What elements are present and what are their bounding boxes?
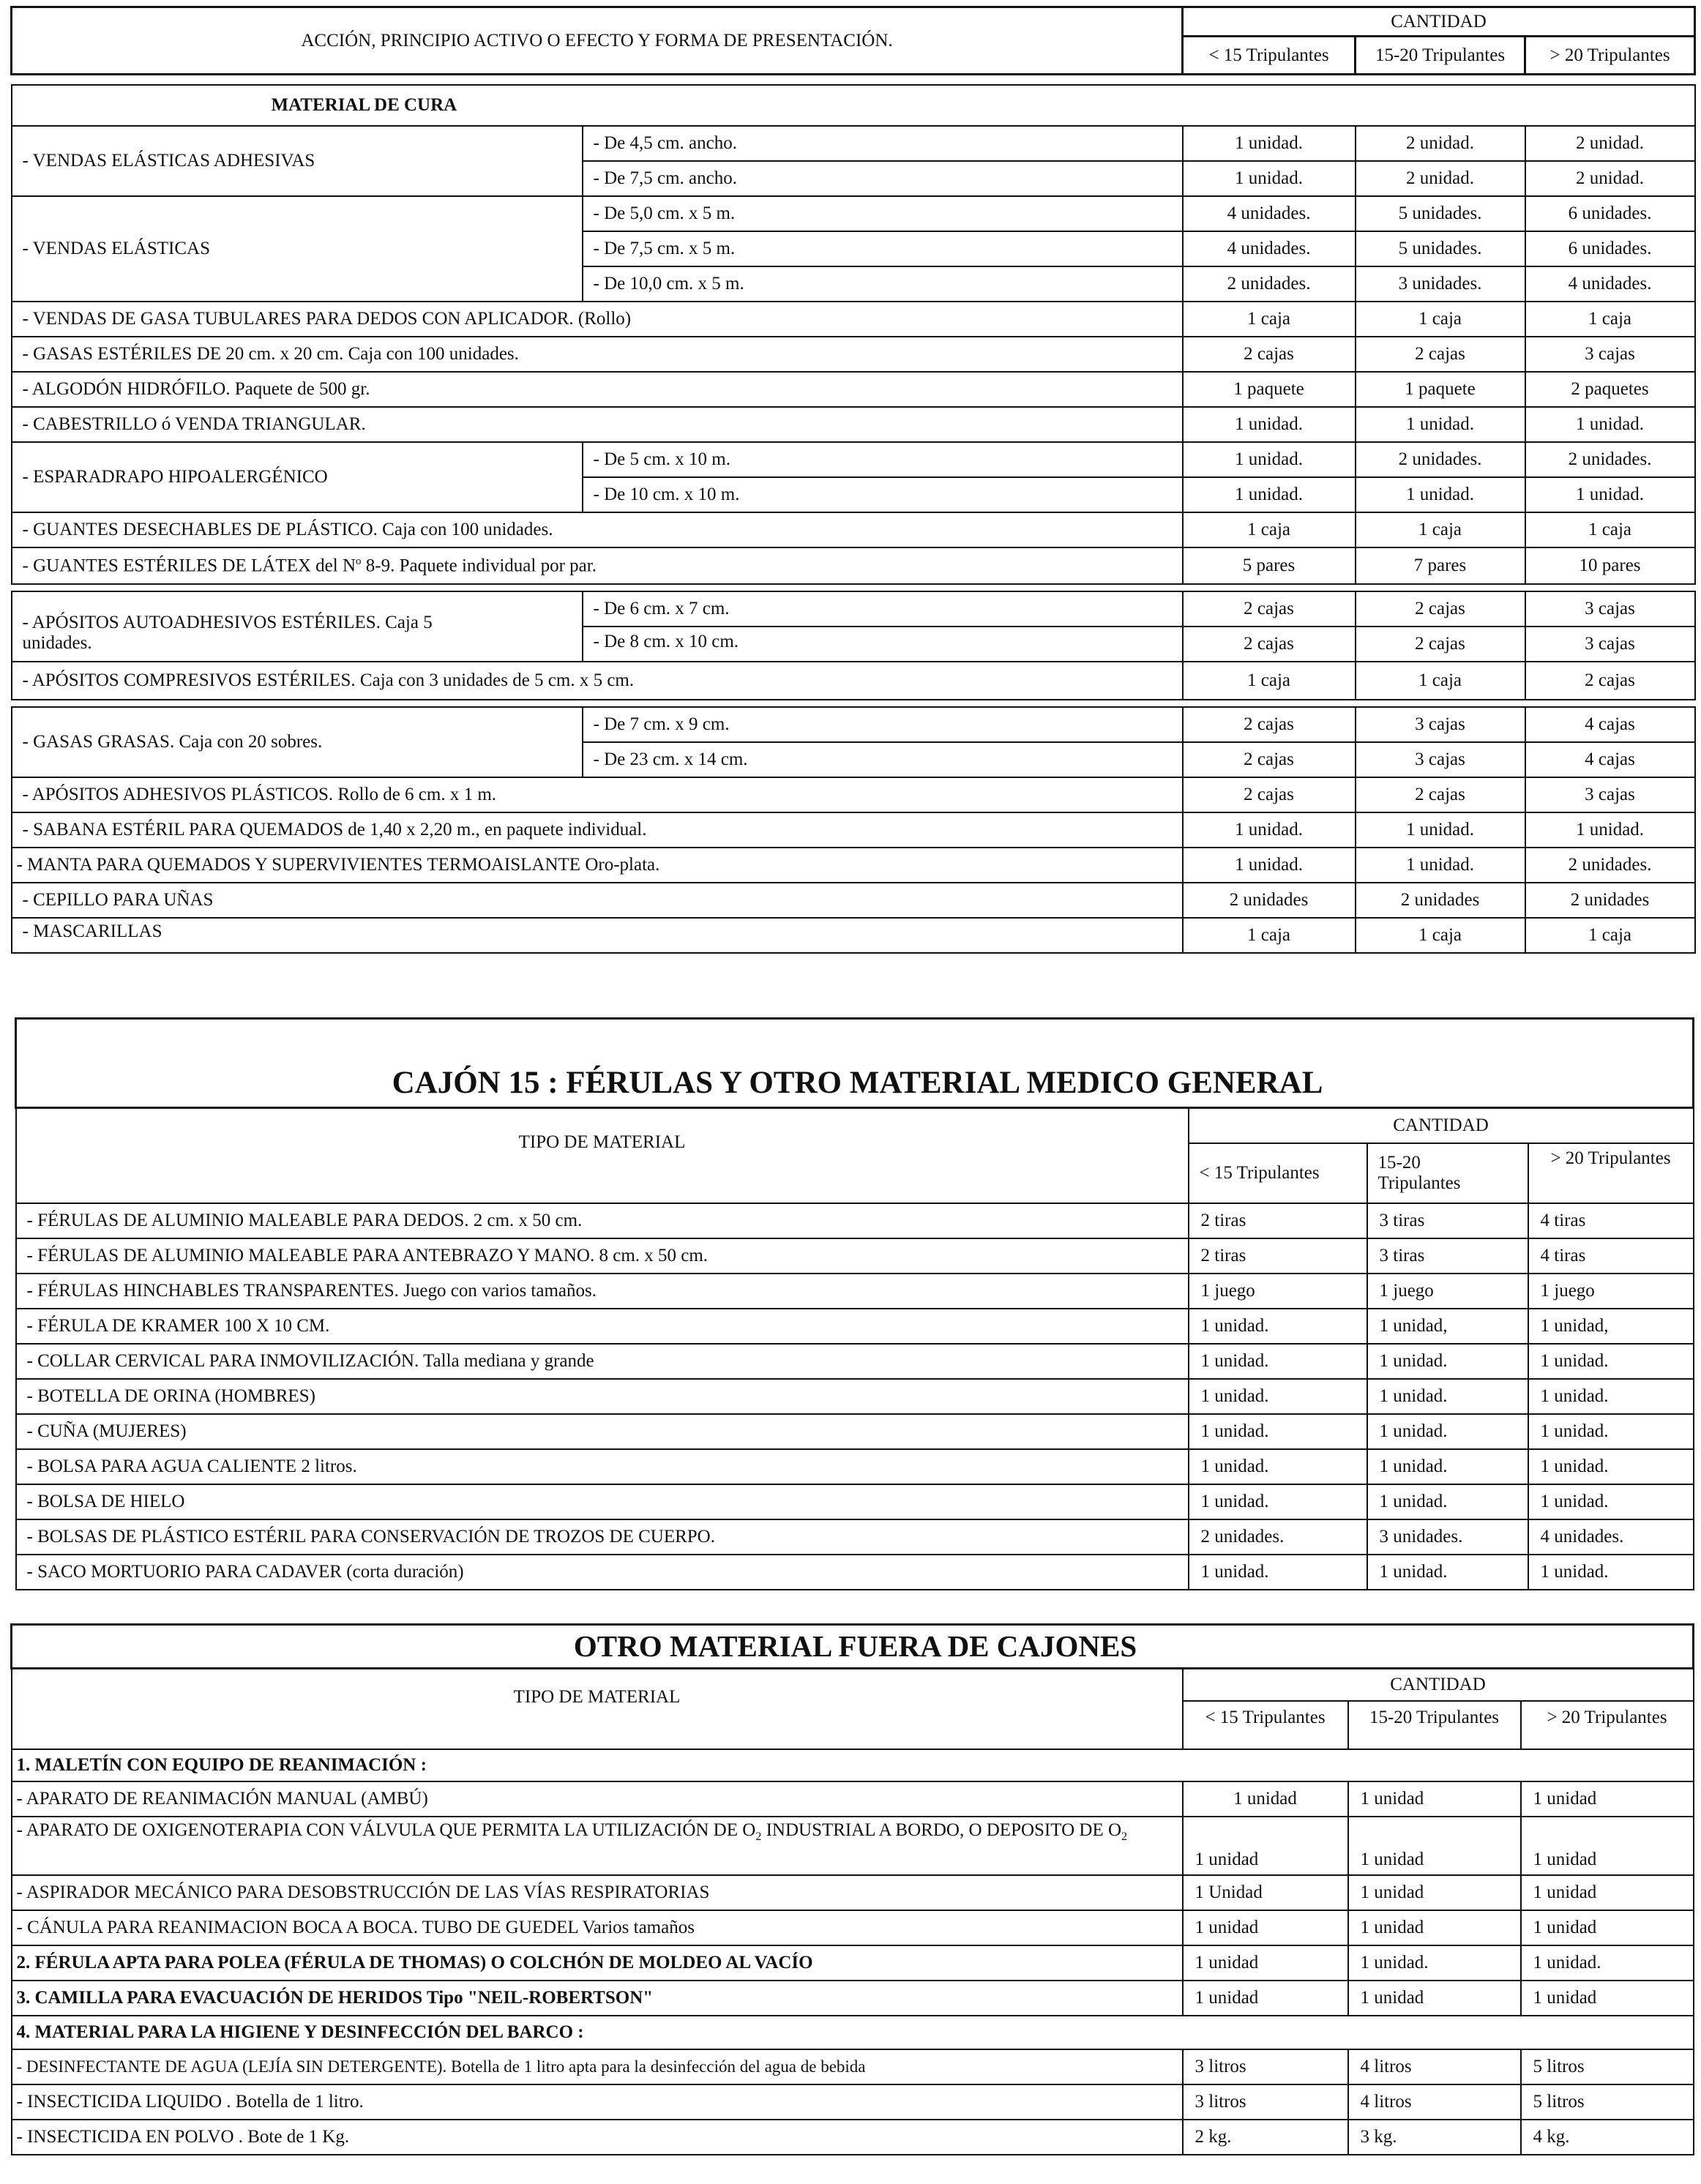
- sub-label: - De 8 cm. x 10 cm.: [583, 627, 1183, 662]
- qty-cell: 1 juego: [1528, 1274, 1694, 1309]
- row-label: - GASAS GRASAS. Caja con 20 sobres.: [12, 707, 583, 777]
- qty-cell: 1 caja: [1183, 512, 1356, 547]
- qty-cell: 1 unidad.: [1189, 1449, 1367, 1484]
- qty-cell: 5 pares: [1183, 547, 1356, 584]
- row-label: - SACO MORTUORIO PARA CADAVER (corta duración): [16, 1555, 1189, 1590]
- row-label: 3. CAMILLA PARA EVACUACIÓN DE HERIDOS Tipo "NEIL-ROBERTSON": [12, 1981, 1183, 2016]
- table-row: [12, 302, 1695, 337]
- table-row: [16, 1555, 1694, 1590]
- sub-label: - De 5,0 cm. x 5 m.: [583, 196, 1183, 231]
- cantidad-header: CANTIDAD: [1183, 1669, 1694, 1701]
- qty-cell: 1 caja: [1183, 302, 1356, 337]
- header-title: ACCIÓN, PRINCIPIO ACTIVO O EFECTO Y FORMA DE PRESENTACIÓN.: [12, 7, 1183, 75]
- qty-cell: 1 unidad.: [1189, 1344, 1367, 1379]
- table-row: [16, 1309, 1694, 1344]
- qty-cell: 2 unidades.: [1189, 1519, 1367, 1555]
- qty-cell: 1 unidad: [1183, 1981, 1348, 2016]
- qty-cell: 1 unidad.: [1525, 477, 1695, 512]
- subscript: 2: [755, 1830, 762, 1843]
- section-material-de-cura: [12, 85, 1695, 126]
- qty-cell: 1 unidad.: [1356, 477, 1525, 512]
- label-part: INDUSTRIAL A BORDO, O DEPOSITO DE O: [761, 1820, 1122, 1840]
- tipo-header: TIPO DE MATERIAL: [12, 1669, 1183, 1749]
- qty-cell: 1 unidad: [1348, 1910, 1521, 1945]
- title-text: OTRO MATERIAL FUERA DE CAJONES: [573, 1628, 1137, 1663]
- title-text: CAJÓN 15 : FÉRULAS Y OTRO MATERIAL MEDICO GENERAL: [392, 1065, 1323, 1100]
- row-label: - CÁNULA PARA REANIMACION BOCA A BOCA. TUBO DE GUEDEL Varios tamaños: [12, 1910, 1183, 1945]
- qty-cell: 2 unidades.: [1525, 848, 1695, 883]
- qty-cell: 1 unidad.: [1356, 848, 1525, 883]
- table-row: [12, 442, 1695, 477]
- qty-cell: 1 caja: [1183, 918, 1356, 953]
- qty-cell: 2 cajas: [1183, 777, 1356, 812]
- qty-cell: 2 cajas: [1183, 627, 1356, 662]
- qty-cell: 2 unidades: [1183, 883, 1356, 918]
- cajon-15-title: [16, 1019, 1694, 1108]
- qty-cell: 1 unidad.: [1183, 126, 1356, 161]
- row-label: - FÉRULAS DE ALUMINIO MALEABLE PARA DEDOS. 2 cm. x 50 cm.: [16, 1203, 1189, 1238]
- row-label: - MASCARILLAS: [12, 918, 1183, 953]
- row-label: - INSECTICIDA LIQUIDO . Botella de 1 litro.: [12, 2084, 1183, 2120]
- label-part: 8-9. Paquete individual por par.: [361, 556, 597, 576]
- table-row: [12, 1781, 1694, 1817]
- sub-label: - De 7 cm. x 9 cm.: [583, 707, 1183, 742]
- table-row: [12, 1875, 1694, 1910]
- table-row: [12, 883, 1695, 918]
- col-over-20: > 20 Tripulantes: [1521, 1701, 1694, 1749]
- qty-cell: 1 unidad.: [1356, 407, 1525, 442]
- qty-cell: 1 unidad: [1521, 1910, 1694, 1945]
- table-row: [16, 1203, 1694, 1238]
- qty-cell: 2 cajas: [1356, 777, 1525, 812]
- row-label: - DESINFECTANTE DE AGUA (LEJÍA SIN DETERGENTE). Botella de 1 litro apta para la desinfección del agua de bebida: [12, 2049, 1183, 2084]
- qty-cell: 1 unidad: [1183, 1910, 1348, 1945]
- cantidad-header: CANTIDAD: [1189, 1108, 1694, 1143]
- qty-cell: 3 cajas: [1356, 742, 1525, 777]
- table-row: [16, 1484, 1694, 1519]
- qty-cell: 1 unidad: [1521, 1817, 1694, 1875]
- sub-label: - De 4,5 cm. ancho.: [583, 126, 1183, 161]
- qty-cell: 7 pares: [1356, 547, 1525, 584]
- qty-cell: 2 unidad.: [1356, 126, 1525, 161]
- row-label: [12, 1817, 1183, 1875]
- qty-cell: 3 cajas: [1525, 591, 1695, 627]
- row-label: - FÉRULAS HINCHABLES TRANSPARENTES. Juego con varios tamaños.: [16, 1274, 1189, 1309]
- qty-cell: 1 unidad.: [1525, 812, 1695, 848]
- table-row: [12, 126, 1695, 161]
- table-row: [16, 1414, 1694, 1449]
- row-label: - VENDAS DE GASA TUBULARES PARA DEDOS CON APLICADOR. (Rollo): [12, 302, 1183, 337]
- qty-cell: 1 unidad.: [1528, 1344, 1694, 1379]
- qty-cell: 1 unidad.: [1528, 1449, 1694, 1484]
- qty-cell: 3 kg.: [1348, 2120, 1521, 2155]
- table-row: [12, 407, 1695, 442]
- table-row: [12, 591, 1695, 627]
- row-label: - BOLSAS DE PLÁSTICO ESTÉRIL PARA CONSERVACIÓN DE TROZOS DE CUERPO.: [16, 1519, 1189, 1555]
- row-label: - MANTA PARA QUEMADOS Y SUPERVIVIENTES TERMOAISLANTE Oro-plata.: [12, 848, 1183, 883]
- qty-cell: 3 cajas: [1525, 337, 1695, 372]
- qty-cell: 1 unidad.: [1348, 1945, 1521, 1981]
- qty-cell: 10 pares: [1525, 547, 1695, 584]
- qty-cell: 3 cajas: [1356, 707, 1525, 742]
- table-row: [16, 1519, 1694, 1555]
- qty-cell: 1 unidad: [1348, 1981, 1521, 2016]
- qty-cell: 3 tiras: [1367, 1238, 1528, 1274]
- row-label: - ALGODÓN HIDRÓFILO. Paquete de 500 gr.: [12, 372, 1183, 407]
- row-label: - APÓSITOS ADHESIVOS PLÁSTICOS. Rollo de 6 cm. x 1 m.: [12, 777, 1183, 812]
- qty-cell: 1 juego: [1189, 1274, 1367, 1309]
- qty-cell: 3 unidades.: [1367, 1519, 1528, 1555]
- row-label: - APARATO DE REANIMACIÓN MANUAL (AMBÚ): [12, 1781, 1183, 1817]
- table-row: [12, 512, 1695, 547]
- row-label: - VENDAS ELÁSTICAS: [12, 196, 583, 302]
- qty-cell: 1 unidad.: [1189, 1379, 1367, 1414]
- qty-cell: 2 unidades: [1356, 883, 1525, 918]
- qty-cell: 5 unidades.: [1356, 231, 1525, 266]
- qty-cell: 1 unidad: [1521, 1781, 1694, 1817]
- table-row: [16, 1379, 1694, 1414]
- qty-cell: 2 cajas: [1183, 742, 1356, 777]
- qty-cell: 2 unidades.: [1356, 442, 1525, 477]
- superscript: o: [356, 555, 362, 567]
- row-label: - BOTELLA DE ORINA (HOMBRES): [16, 1379, 1189, 1414]
- row-label: - INSECTICIDA EN POLVO . Bote de 1 Kg.: [12, 2120, 1183, 2155]
- table-row: [12, 337, 1695, 372]
- qty-cell: 2 kg.: [1183, 2120, 1348, 2155]
- row-label: - FÉRULAS DE ALUMINIO MALEABLE PARA ANTEBRAZO Y MANO. 8 cm. x 50 cm.: [16, 1238, 1189, 1274]
- qty-cell: 1 unidad: [1183, 1817, 1348, 1875]
- col-15-20: 15-20 Tripulantes: [1356, 37, 1525, 75]
- qty-cell: 1 unidad.: [1183, 848, 1356, 883]
- table-row: [12, 372, 1695, 407]
- col-over-20: > 20 Tripulantes: [1525, 37, 1695, 75]
- table-row: [12, 547, 1695, 584]
- qty-cell: 1 unidad: [1348, 1781, 1521, 1817]
- qty-cell: 1 unidad.: [1367, 1344, 1528, 1379]
- otro-material-table: [10, 1623, 1694, 2155]
- label-part: - GUANTES ESTÉRILES DE LÁTEX del N: [22, 556, 356, 576]
- qty-cell: 3 tiras: [1367, 1203, 1528, 1238]
- row-label: - VENDAS ELÁSTICAS ADHESIVAS: [12, 126, 583, 196]
- qty-cell: 3 cajas: [1525, 627, 1695, 662]
- qty-cell: 1 unidad.: [1528, 1379, 1694, 1414]
- sub-label: - De 5 cm. x 10 m.: [583, 442, 1183, 477]
- qty-cell: 1 unidad.: [1367, 1555, 1528, 1590]
- table-row: [16, 1238, 1694, 1274]
- qty-cell: 4 cajas: [1525, 742, 1695, 777]
- qty-cell: 1 unidad: [1183, 1781, 1348, 1817]
- col-under-15: < 15 Tripulantes: [1189, 1143, 1367, 1203]
- qty-cell: 2 tiras: [1189, 1203, 1367, 1238]
- qty-cell: 4 unidades.: [1183, 231, 1356, 266]
- qty-cell: 2 paquetes: [1525, 372, 1695, 407]
- row-label: - BOLSA DE HIELO: [16, 1484, 1189, 1519]
- qty-cell: 1 caja: [1356, 662, 1525, 700]
- qty-cell: 1 unidad.: [1189, 1309, 1367, 1344]
- qty-cell: 4 kg.: [1521, 2120, 1694, 2155]
- qty-cell: 1 unidad.: [1183, 477, 1356, 512]
- cantidad-header: CANTIDAD: [1183, 7, 1695, 37]
- qty-cell: 2 cajas: [1183, 337, 1356, 372]
- qty-cell: 2 unidad.: [1525, 161, 1695, 196]
- qty-cell: 4 litros: [1348, 2084, 1521, 2120]
- row-label: - ASPIRADOR MECÁNICO PARA DESOBSTRUCCIÓN DE LAS VÍAS RESPIRATORIAS: [12, 1875, 1183, 1910]
- col-under-15: < 15 Tripulantes: [1183, 1701, 1348, 1749]
- qty-cell: 1 unidad: [1521, 1981, 1694, 2016]
- table-row: [12, 812, 1695, 848]
- qty-cell: 3 unidades.: [1356, 266, 1525, 302]
- qty-cell: 2 unidades.: [1525, 442, 1695, 477]
- qty-cell: 3 litros: [1183, 2049, 1348, 2084]
- qty-cell: 1 Unidad: [1183, 1875, 1348, 1910]
- qty-cell: 2 unidades: [1525, 883, 1695, 918]
- row-label: - APÓSITOS AUTOADHESIVOS ESTÉRILES. Caja 5 unidades.: [12, 591, 583, 662]
- qty-cell: 4 unidades.: [1525, 266, 1695, 302]
- table-row: [12, 196, 1695, 231]
- sub-label: - De 10 cm. x 10 m.: [583, 477, 1183, 512]
- qty-cell: 1 unidad,: [1528, 1309, 1694, 1344]
- qty-cell: 5 litros: [1521, 2084, 1694, 2120]
- qty-cell: 2 unidad.: [1525, 126, 1695, 161]
- subscript: 2: [1121, 1830, 1128, 1843]
- sub-label: - De 7,5 cm. ancho.: [583, 161, 1183, 196]
- qty-cell: 3 litros: [1183, 2084, 1348, 2120]
- table-row: [12, 1817, 1694, 1875]
- qty-cell: 4 unidades.: [1183, 196, 1356, 231]
- table-row: [12, 918, 1695, 953]
- qty-cell: 1 unidad.: [1528, 1414, 1694, 1449]
- qty-cell: 2 cajas: [1183, 591, 1356, 627]
- qty-cell: 1 caja: [1356, 512, 1525, 547]
- qty-cell: 1 caja: [1525, 918, 1695, 953]
- table-row: [12, 2049, 1694, 2084]
- qty-cell: 2 cajas: [1183, 707, 1356, 742]
- qty-cell: 1 juego: [1367, 1274, 1528, 1309]
- qty-cell: 1 unidad.: [1189, 1414, 1367, 1449]
- qty-cell: 1 unidad.: [1528, 1555, 1694, 1590]
- qty-cell: 1 unidad: [1521, 1875, 1694, 1910]
- table-row: [16, 1274, 1694, 1309]
- row-label: - CUÑA (MUJERES): [16, 1414, 1189, 1449]
- qty-cell: 1 unidad.: [1521, 1945, 1694, 1981]
- qty-cell: 1 unidad.: [1183, 442, 1356, 477]
- row-label: [12, 547, 1183, 584]
- table-row: [12, 2120, 1694, 2155]
- table-row: [12, 707, 1695, 742]
- qty-cell: 1 unidad.: [1367, 1484, 1528, 1519]
- qty-cell: 4 tiras: [1528, 1203, 1694, 1238]
- otro-material-title: [12, 1625, 1694, 1669]
- table-row: [12, 777, 1695, 812]
- qty-cell: 4 tiras: [1528, 1238, 1694, 1274]
- qty-cell: 1 unidad: [1348, 1875, 1521, 1910]
- row-label: - GUANTES DESECHABLES DE PLÁSTICO. Caja con 100 unidades.: [12, 512, 1183, 547]
- table-row: [16, 1449, 1694, 1484]
- label-part: - APARATO DE OXIGENOTERAPIA CON VÁLVULA QUE PERMITA LA UTILIZACIÓN DE O: [16, 1820, 756, 1840]
- row-label: - SABANA ESTÉRIL PARA QUEMADOS de 1,40 x 2,20 m., en paquete individual.: [12, 812, 1183, 848]
- qty-cell: 4 cajas: [1525, 707, 1695, 742]
- qty-cell: 1 caja: [1356, 302, 1525, 337]
- row-label: - COLLAR CERVICAL PARA INMOVILIZACIÓN. Talla mediana y grande: [16, 1344, 1189, 1379]
- row-label: - GASAS ESTÉRILES DE 20 cm. x 20 cm. Caja con 100 unidades.: [12, 337, 1183, 372]
- qty-cell: 5 unidades.: [1356, 196, 1525, 231]
- table-row: [12, 2084, 1694, 2120]
- qty-cell: 1 unidad.: [1367, 1379, 1528, 1414]
- qty-cell: 1 unidad.: [1189, 1484, 1367, 1519]
- qty-cell: 1 unidad: [1183, 1945, 1348, 1981]
- material-de-cura-table: [10, 6, 1696, 954]
- qty-cell: 1 unidad.: [1183, 407, 1356, 442]
- qty-cell: 1 unidad.: [1367, 1449, 1528, 1484]
- qty-cell: 6 unidades.: [1525, 196, 1695, 231]
- row-label: - APÓSITOS COMPRESIVOS ESTÉRILES. Caja con 3 unidades de 5 cm. x 5 cm.: [12, 662, 1183, 700]
- qty-cell: 3 cajas: [1525, 777, 1695, 812]
- col-15-20: 15-20 Tripulantes: [1348, 1701, 1521, 1749]
- sub-label: - De 6 cm. x 7 cm.: [583, 591, 1183, 627]
- qty-cell: 1 unidad: [1348, 1817, 1521, 1875]
- qty-cell: 1 unidad.: [1183, 812, 1356, 848]
- qty-cell: 6 unidades.: [1525, 231, 1695, 266]
- cajon-15-table: [15, 1017, 1694, 1590]
- row-label: - BOLSA PARA AGUA CALIENTE 2 litros.: [16, 1449, 1189, 1484]
- qty-cell: 2 cajas: [1356, 627, 1525, 662]
- qty-cell: 2 unidad.: [1356, 161, 1525, 196]
- sub-label: - De 10,0 cm. x 5 m.: [583, 266, 1183, 302]
- table-row: [12, 1910, 1694, 1945]
- qty-cell: 1 paquete: [1183, 372, 1356, 407]
- row-label: - CABESTRILLO ó VENDA TRIANGULAR.: [12, 407, 1183, 442]
- table-row: [12, 848, 1695, 883]
- sub-label: - De 23 cm. x 14 cm.: [583, 742, 1183, 777]
- row-label: - FÉRULA DE KRAMER 100 X 10 CM.: [16, 1309, 1189, 1344]
- tipo-header: TIPO DE MATERIAL: [16, 1108, 1189, 1203]
- qty-cell: 1 unidad.: [1528, 1484, 1694, 1519]
- section-higiene: 4. MATERIAL PARA LA HIGIENE Y DESINFECCIÓN DEL BARCO :: [12, 2016, 1694, 2049]
- qty-cell: 1 caja: [1525, 512, 1695, 547]
- qty-cell: 1 caja: [1356, 918, 1525, 953]
- qty-cell: 1 unidad.: [1367, 1414, 1528, 1449]
- section-maletin: 1. MALETÍN CON EQUIPO DE REANIMACIÓN :: [12, 1749, 1694, 1781]
- qty-cell: 2 cajas: [1356, 337, 1525, 372]
- section-label: MATERIAL DE CURA: [271, 95, 457, 115]
- qty-cell: 2 tiras: [1189, 1238, 1367, 1274]
- qty-cell: 1 caja: [1183, 662, 1356, 700]
- qty-cell: 1 paquete: [1356, 372, 1525, 407]
- qty-cell: 4 litros: [1348, 2049, 1521, 2084]
- qty-cell: 2 cajas: [1356, 591, 1525, 627]
- col-15-20: 15-20 Tripulantes: [1367, 1143, 1528, 1203]
- table-row: [12, 1945, 1694, 1981]
- qty-cell: 1 unidad,: [1367, 1309, 1528, 1344]
- qty-cell: 1 unidad.: [1189, 1555, 1367, 1590]
- qty-cell: 1 unidad.: [1356, 812, 1525, 848]
- qty-cell: 2 unidades.: [1183, 266, 1356, 302]
- qty-cell: 1 unidad.: [1525, 407, 1695, 442]
- row-label: 2. FÉRULA APTA PARA POLEA (FÉRULA DE THOMAS) O COLCHÓN DE MOLDEO AL VACÍO: [12, 1945, 1183, 1981]
- col-over-20: > 20 Tripulantes: [1528, 1143, 1694, 1203]
- row-label: - ESPARADRAPO HIPOALERGÉNICO: [12, 442, 583, 512]
- table-row: [16, 1344, 1694, 1379]
- qty-cell: 1 caja: [1525, 302, 1695, 337]
- qty-cell: 1 unidad.: [1183, 161, 1356, 196]
- qty-cell: 4 unidades.: [1528, 1519, 1694, 1555]
- qty-cell: 2 cajas: [1525, 662, 1695, 700]
- row-label: - CEPILLO PARA UÑAS: [12, 883, 1183, 918]
- table-row: [12, 1981, 1694, 2016]
- col-under-15: < 15 Tripulantes: [1183, 37, 1356, 75]
- qty-cell: 5 litros: [1521, 2049, 1694, 2084]
- table-row: [12, 662, 1695, 700]
- sub-label: - De 7,5 cm. x 5 m.: [583, 231, 1183, 266]
